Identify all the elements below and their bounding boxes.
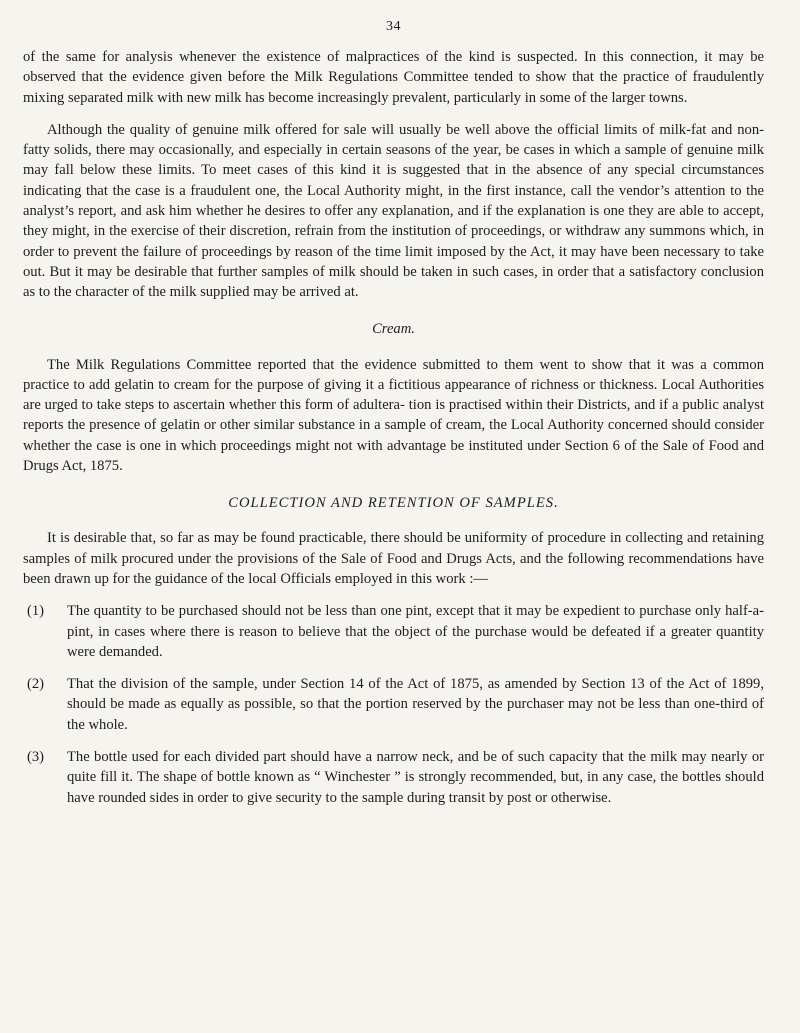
paragraph-collection: It is desirable that, so far as may be found practicable, there should be uniformity of procedure in collecting and retaining samples of milk procured under the provisions of the Sale of Food and Drugs Acts, and the following recommendations have been drawn up for the guidance of the local Officials employed in this work :— [23,530,764,587]
list-item-text: The quantity to be purchased should not be less than one pint, except that it may be expedient to purchase only half-a-pint, in cases where there is reason to believe that the object of the purchase would be defeated if a greater quantity were demanded. [67,603,764,660]
list-item-number: (1) [27,603,45,620]
heading-collection-retention: COLLECTION AND RETENTION OF SAMPLES. [228,495,559,512]
heading-cream: Cream. [372,320,415,337]
page-number: 34 [386,19,401,34]
list-item [23,747,764,808]
paragraph-continuation: of the same for analysis whenever the existence of malpractices of the kind is suspected. In this connection, it may be observed that the evidence given before the Milk Regulations Committee tended to show that the practice of fraudulently mixing separated milk with new milk has become increasingly prevalent, particularly in some of the larger towns. [23,49,764,106]
paragraph-cream: The Milk Regulations Committee reported that the evidence submitted to them went to show that it was a common practice to add gelatin to cream for the purpose of giving it a fictitious appearance of richness or thickness. Local Authorities are urged to take steps to ascertain whether this form of adultera- tion is practised within their Districts, and if a public analyst reports the presence of gelatin or other similar substance in a sample of cream, the Local Authority concerned should consider whether the case is one in which proceedings might not with advantage be instituted under Section 6 of the Sale of Food and Drugs Act, 1875. [23,356,764,475]
recommendations-list [23,601,764,808]
list-item-text: That the division of the sample, under Section 14 of the Act of 1875, as amended by Section 13 of the Act of 1899, should be made as equally as possible, so that the portion reserved by the purchaser may not be less than one-third of the whole. [67,676,764,733]
list-item [23,674,764,735]
paragraph-genuine-milk: Although the quality of genuine milk offered for sale will usually be well above the official limits of milk-fat and non-fatty solids, there may occasionally, and especially in certain seasons of the year, be cases in which a sample of genuine milk may fall below these limits. To meet cases of this kind it is suggested that in the absence of any special circumstances indicating that the case is a fraudulent one, the Local Authority might, in the first instance, call the vendor’s attention to the analyst’s report, and ask him whether he desires to offer any explanation, and if the explanation is one they are able to accept, they might, in the exercise of their discretion, refrain from the institution of proceedings, or withdraw any summons which, in order to prevent the failure of proceedings by reason of the time limit imposed by the Act, it may have been necessary to take out. But it may be desirable that further samples of milk should be taken in such cases, in order that a satisfactory conclusion as to the character of the milk supplied may be arrived at. [23,121,764,301]
list-item-number: (3) [27,749,45,766]
list-item-number: (2) [27,676,45,693]
list-item-text: The bottle used for each divided part should have a narrow neck, and be of such capacity that the milk may nearly or quite fill it. The shape of bottle known as “ Winchester ” is strongly recommended, but, in any case, the bottles should have rounded sides in order to give security to the sample during transit by post or otherwise. [67,749,764,806]
list-item [23,601,764,662]
